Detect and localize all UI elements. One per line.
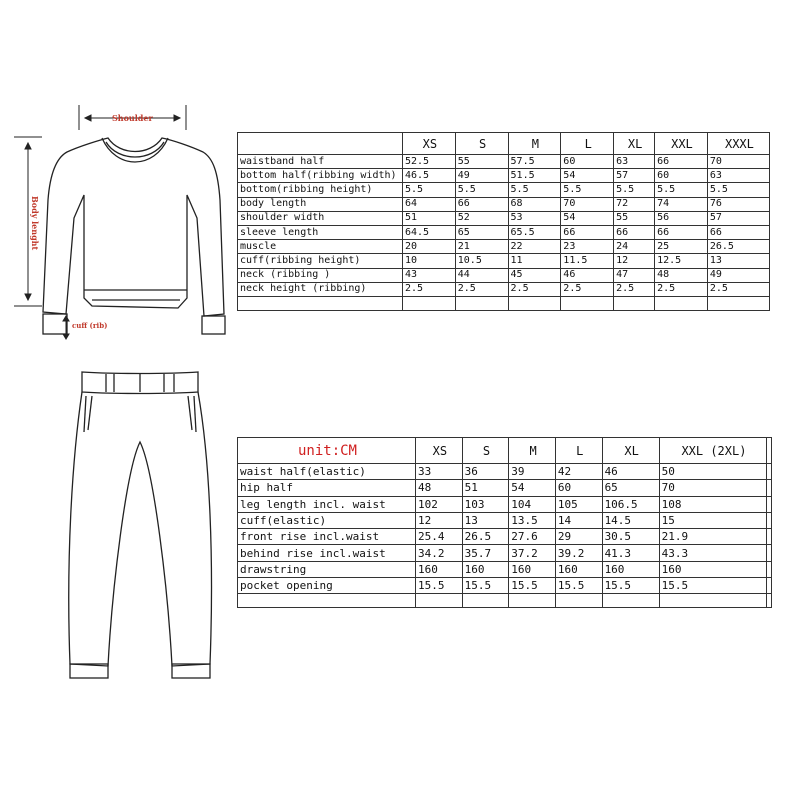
table-cell: 105 xyxy=(555,496,602,512)
table-cell: 57 xyxy=(707,211,769,225)
table-cell: 46 xyxy=(602,464,659,480)
table-cell: 106.5 xyxy=(602,496,659,512)
table-cell: 15.5 xyxy=(509,578,556,594)
table-cell: 48 xyxy=(416,480,463,496)
table-cell: 5.5 xyxy=(614,183,655,197)
table-row xyxy=(238,496,772,512)
table-cell: 35.7 xyxy=(462,545,509,561)
table-cell: 55 xyxy=(455,155,508,169)
table-cell: 66 xyxy=(655,225,708,239)
row-label: waist half(elastic) xyxy=(238,464,416,480)
table-cell: 56 xyxy=(655,211,708,225)
table-row xyxy=(238,169,770,183)
table-row xyxy=(238,155,770,169)
table-cell: 37.2 xyxy=(509,545,556,561)
table-header-cell: L xyxy=(555,438,602,464)
table-cell: 13.5 xyxy=(509,512,556,528)
table-cell: 39.2 xyxy=(555,545,602,561)
table-cell: 27.6 xyxy=(509,529,556,545)
table-cell: 2.5 xyxy=(455,282,508,296)
table-cell: 63 xyxy=(707,169,769,183)
table-cell: 57 xyxy=(614,169,655,183)
table-cell: 45 xyxy=(508,268,561,282)
table-cell xyxy=(602,594,659,608)
table-row xyxy=(238,268,770,282)
table-cell: 51 xyxy=(462,480,509,496)
sweatshirt-drawing xyxy=(43,138,225,334)
table-cell: 15.5 xyxy=(555,578,602,594)
table-cell: 160 xyxy=(602,561,659,577)
table-cell: 24 xyxy=(614,240,655,254)
body-length-label: Body lenght xyxy=(30,196,40,251)
table-cell: 49 xyxy=(455,169,508,183)
table-header-row xyxy=(238,133,770,155)
table-cell: 66 xyxy=(707,225,769,239)
table-empty-row xyxy=(238,296,770,310)
table-header-row xyxy=(238,438,772,464)
table-cell: 14 xyxy=(555,512,602,528)
table-row xyxy=(238,561,772,577)
table-cell xyxy=(655,296,708,310)
table-cell: 5.5 xyxy=(707,183,769,197)
table-cell xyxy=(659,594,767,608)
table-cell: 72 xyxy=(614,197,655,211)
table-cell: 29 xyxy=(555,529,602,545)
sweatshirt-size-table xyxy=(237,132,770,311)
table-cell: 11.5 xyxy=(561,254,614,268)
table-cell: 14.5 xyxy=(602,512,659,528)
row-label: bottom half(ribbing width) xyxy=(238,169,403,183)
table-cell: 5.5 xyxy=(403,183,456,197)
table-cell xyxy=(767,578,772,594)
table-cell: 43.3 xyxy=(659,545,767,561)
table-cell: 2.5 xyxy=(561,282,614,296)
table-cell: 41.3 xyxy=(602,545,659,561)
table-cell: 65.5 xyxy=(508,225,561,239)
table-cell: 21.9 xyxy=(659,529,767,545)
table-cell: 51 xyxy=(403,211,456,225)
row-label: waistband half xyxy=(238,155,403,169)
table-cell: 48 xyxy=(655,268,708,282)
table-cell xyxy=(767,594,772,608)
table-cell: 66 xyxy=(455,197,508,211)
table-cell xyxy=(455,296,508,310)
table-cell xyxy=(508,296,561,310)
table-header-cell: XS xyxy=(416,438,463,464)
table-header-cell xyxy=(238,133,403,155)
table-header-cell: XXXL xyxy=(707,133,769,155)
table-cell: 15.5 xyxy=(659,578,767,594)
table-cell: 44 xyxy=(455,268,508,282)
table-cell: 10 xyxy=(403,254,456,268)
row-label: sleeve length xyxy=(238,225,403,239)
pants-drawing xyxy=(69,372,212,678)
row-label: leg length incl. waist xyxy=(238,496,416,512)
cuff-dimension-arrow xyxy=(63,316,69,339)
table-row xyxy=(238,545,772,561)
table-row xyxy=(238,254,770,268)
table-cell xyxy=(561,296,614,310)
table-header-cell: XL xyxy=(614,133,655,155)
row-label: cuff(elastic) xyxy=(238,512,416,528)
row-label: shoulder width xyxy=(238,211,403,225)
row-label: muscle xyxy=(238,240,403,254)
table-row xyxy=(238,240,770,254)
table-cell xyxy=(416,594,463,608)
table-header-cell: XL xyxy=(602,438,659,464)
table-cell: 26.5 xyxy=(462,529,509,545)
table-cell: 12 xyxy=(614,254,655,268)
table-row xyxy=(238,211,770,225)
pants-size-table xyxy=(237,437,772,608)
row-label: behind rise incl.waist xyxy=(238,545,416,561)
table-cell xyxy=(238,296,403,310)
table-cell: 2.5 xyxy=(403,282,456,296)
table-cell: 160 xyxy=(462,561,509,577)
table-empty-row xyxy=(238,594,772,608)
table-cell: 42 xyxy=(555,464,602,480)
table-cell xyxy=(767,545,772,561)
table-cell xyxy=(509,594,556,608)
table-cell: 60 xyxy=(655,169,708,183)
table-header-cell: L xyxy=(561,133,614,155)
table-cell: 64 xyxy=(403,197,456,211)
unit-label: unit:CM xyxy=(238,438,416,464)
table-cell: 51.5 xyxy=(508,169,561,183)
table-cell: 160 xyxy=(659,561,767,577)
table-cell: 54 xyxy=(561,169,614,183)
table-header-cell: S xyxy=(462,438,509,464)
table-cell: 15.5 xyxy=(602,578,659,594)
table-cell: 63 xyxy=(614,155,655,169)
table-cell: 57.5 xyxy=(508,155,561,169)
table-row xyxy=(238,183,770,197)
table-cell: 50 xyxy=(659,464,767,480)
table-cell xyxy=(403,296,456,310)
table-cell: 15 xyxy=(659,512,767,528)
table-cell: 49 xyxy=(707,268,769,282)
table-cell xyxy=(707,296,769,310)
table-cell: 60 xyxy=(555,480,602,496)
table-header-cell: XXL xyxy=(655,133,708,155)
table-row xyxy=(238,197,770,211)
table-cell: 46.5 xyxy=(403,169,456,183)
table-header-cell: XXL (2XL) xyxy=(659,438,767,464)
table-cell: 76 xyxy=(707,197,769,211)
table-cell: 39 xyxy=(509,464,556,480)
table-cell xyxy=(767,529,772,545)
table-cell: 34.2 xyxy=(416,545,463,561)
row-label: neck height (ribbing) xyxy=(238,282,403,296)
table-cell: 12.5 xyxy=(655,254,708,268)
table-cell xyxy=(614,296,655,310)
row-label: pocket opening xyxy=(238,578,416,594)
table-cell: 13 xyxy=(462,512,509,528)
table-cell: 68 xyxy=(508,197,561,211)
table-cell: 36 xyxy=(462,464,509,480)
table-row xyxy=(238,529,772,545)
table-cell: 13 xyxy=(707,254,769,268)
table-cell: 2.5 xyxy=(614,282,655,296)
table-cell: 70 xyxy=(707,155,769,169)
table-cell: 102 xyxy=(416,496,463,512)
row-label: front rise incl.waist xyxy=(238,529,416,545)
table-cell: 5.5 xyxy=(508,183,561,197)
table-cell: 65 xyxy=(602,480,659,496)
table-cell: 65 xyxy=(455,225,508,239)
table-cell: 12 xyxy=(416,512,463,528)
table-cell: 5.5 xyxy=(655,183,708,197)
table-cell: 64.5 xyxy=(403,225,456,239)
table-cell: 5.5 xyxy=(455,183,508,197)
table-header-cell: M xyxy=(509,438,556,464)
table-cell: 15.5 xyxy=(416,578,463,594)
table-row xyxy=(238,282,770,296)
table-cell: 103 xyxy=(462,496,509,512)
row-label: hip half xyxy=(238,480,416,496)
table-cell xyxy=(767,512,772,528)
table-cell: 5.5 xyxy=(561,183,614,197)
row-label: body length xyxy=(238,197,403,211)
table-cell: 43 xyxy=(403,268,456,282)
table-cell: 53 xyxy=(508,211,561,225)
table-cell: 60 xyxy=(561,155,614,169)
table-cell: 66 xyxy=(655,155,708,169)
table-cell: 21 xyxy=(455,240,508,254)
table-cell: 160 xyxy=(509,561,556,577)
table-cell: 10.5 xyxy=(455,254,508,268)
table-header-cell: S xyxy=(455,133,508,155)
table-cell: 23 xyxy=(561,240,614,254)
table-cell: 160 xyxy=(555,561,602,577)
table-cell: 30.5 xyxy=(602,529,659,545)
table-cell: 54 xyxy=(509,480,556,496)
row-label: neck (ribbing ) xyxy=(238,268,403,282)
table-cell: 54 xyxy=(561,211,614,225)
table-cell xyxy=(555,594,602,608)
table-row xyxy=(238,464,772,480)
table-cell xyxy=(767,464,772,480)
table-cell: 70 xyxy=(561,197,614,211)
table-row xyxy=(238,512,772,528)
table-cell xyxy=(767,561,772,577)
table-cell: 52 xyxy=(455,211,508,225)
table-cell: 2.5 xyxy=(508,282,561,296)
table-cell: 2.5 xyxy=(707,282,769,296)
table-cell xyxy=(767,480,772,496)
table-cell: 66 xyxy=(561,225,614,239)
table-row xyxy=(238,225,770,239)
table-header-cell: XS xyxy=(403,133,456,155)
table-cell: 26.5 xyxy=(707,240,769,254)
table-header-cell: M xyxy=(508,133,561,155)
table-cell: 33 xyxy=(416,464,463,480)
table-header-cell xyxy=(767,438,772,464)
table-row xyxy=(238,578,772,594)
table-cell: 20 xyxy=(403,240,456,254)
table-cell: 11 xyxy=(508,254,561,268)
table-row xyxy=(238,480,772,496)
table-cell: 25 xyxy=(655,240,708,254)
row-label: cuff(ribbing height) xyxy=(238,254,403,268)
row-label: bottom(ribbing height) xyxy=(238,183,403,197)
row-label: drawstring xyxy=(238,561,416,577)
table-cell: 46 xyxy=(561,268,614,282)
table-cell xyxy=(238,594,416,608)
cuff-label: cuff (rib) xyxy=(72,321,108,330)
table-cell: 108 xyxy=(659,496,767,512)
table-cell: 74 xyxy=(655,197,708,211)
table-cell: 55 xyxy=(614,211,655,225)
table-cell: 25.4 xyxy=(416,529,463,545)
shoulder-label: Shoulder xyxy=(112,113,153,123)
table-cell: 47 xyxy=(614,268,655,282)
table-cell: 52.5 xyxy=(403,155,456,169)
table-cell: 160 xyxy=(416,561,463,577)
table-cell: 22 xyxy=(508,240,561,254)
table-cell: 15.5 xyxy=(462,578,509,594)
table-cell: 104 xyxy=(509,496,556,512)
table-cell: 66 xyxy=(614,225,655,239)
table-cell xyxy=(767,496,772,512)
table-cell: 2.5 xyxy=(655,282,708,296)
table-cell xyxy=(462,594,509,608)
table-cell: 70 xyxy=(659,480,767,496)
